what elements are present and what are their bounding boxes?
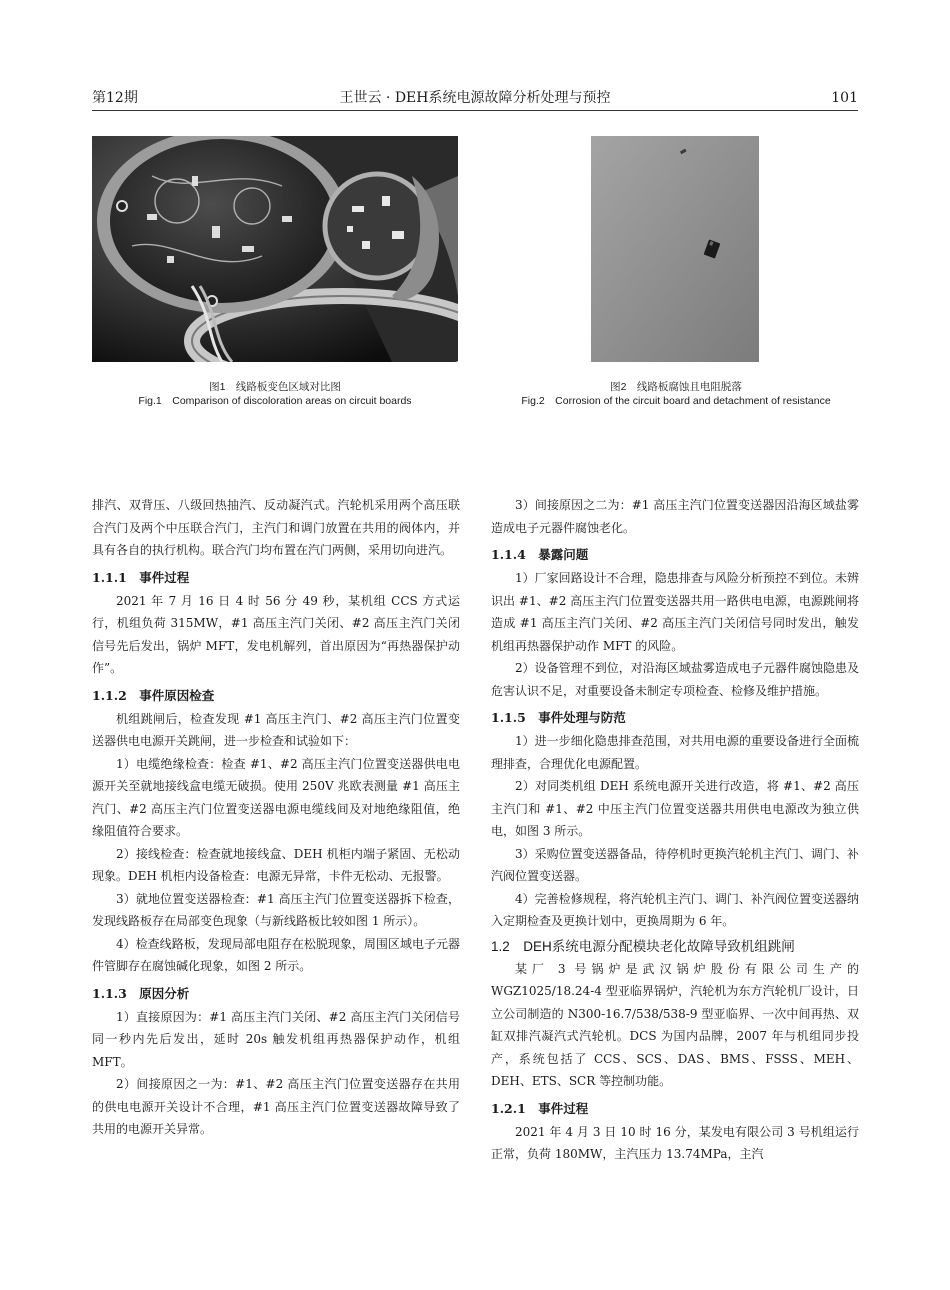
body-paragraph: 4）检查线路板，发现局部电阻存在松脱现象，周围区域电子元器件管脚存在腐蚀碱化现象，如图 2 所示。 (92, 936, 460, 973)
body-paragraph: 4）完善检修规程，将汽轮机主汽门、调门、补汽阀位置变送器纳入定期检查及更换计划中，更换周期为 6 年。 (491, 891, 859, 928)
figure-2-caption-en: Fig.2 Corrosion of the circuit board and detachment of resistance (521, 395, 831, 407)
body-paragraph: 3）间接原因之二为：#1 高压主汽门位置变送器因沿海区域盐雾造成电子元器件腐蚀老化。 (491, 498, 859, 535)
figure-2-photo (591, 136, 759, 362)
section-heading: 1.1.4 暴露问题 (491, 547, 589, 562)
body-paragraph: 机组跳闸后，检查发现 #1 高压主汽门、#2 高压主汽门位置变送器供电电源开关跳闸，进一步检查和试验如下： (92, 711, 460, 748)
section-heading: 1.1.5 事件处理与防范 (491, 710, 626, 725)
page-number: 101 (831, 90, 858, 106)
figure-2-caption (476, 380, 876, 408)
section-heading: 1.2.1 事件过程 (491, 1100, 589, 1116)
corroded-board-image (591, 136, 759, 362)
running-title: 王世云 · DEH系统电源故障分析处理与预控 (339, 90, 611, 106)
section-heading: 1.1.1 事件过程 (92, 569, 190, 585)
figure-1-photo (92, 136, 458, 362)
body-paragraph: 2）间接原因之一为：#1、#2 高压主汽门位置变送器存在共用的供电电源开关设计不合理，#1 高压主汽门位置变送器故障导致了共用的电源开关异常。 (92, 1077, 460, 1136)
left-column (92, 494, 460, 1141)
section-heading: 1.2 DEH系统电源分配模块老化故障导致机组跳闸 (491, 938, 795, 954)
figure-1-caption-cn: 图1 线路板变色区域对比图 (209, 381, 341, 393)
body-paragraph: 1）电缆绝缘检查：检查 #1、#2 高压主汽门位置变送器供电电源开关至就地接线盒电缆无破损。使用 250V 兆欧表测量 #1 高压主汽门、#2 高压主汽门位置变送器电源电缆线间及对地绝缘阻值，绝缘阻值符合要求。 (92, 756, 460, 838)
body-paragraph: 2021 年 4 月 3 日 10 时 16 分，某发电有限公司 3 号机组运行正常，负荷 180MW，主汽压力 13.74MPa，主汽 (491, 1124, 859, 1161)
body-paragraph: 3）就地位置变送器检查：#1 高压主汽门位置变送器拆下检查，发现线路板存在局部变色现象（与新线路板比较如图 1 所示）。 (92, 891, 460, 928)
body-paragraph: 2）设备管理不到位，对沿海区域盐雾造成电子元器件腐蚀隐患及危害认识不足，对重要设备未制定专项检查、检修及维护措施。 (491, 661, 859, 698)
figure-1-caption (92, 380, 458, 408)
figure-2-caption-cn: 图2 线路板腐蚀且电阻脱落 (610, 381, 742, 393)
body-paragraph: 1）厂家回路设计不合理，隐患排查与风险分析预控不到位。未辨识出 #1、#2 高压主汽门位置变送器共用一路供电电源，电源跳闸将造成 #1 高压主汽门关闭、#2 高压主汽门关闭信号同时发出，触发机组再热器保护动作 MFT 的风险。 (491, 571, 859, 653)
body-paragraph: 3）采购位置变送器备品，待停机时更换汽轮机主汽门、调门、补汽阀位置变送器。 (491, 846, 859, 883)
issue-number: 第12期 (92, 90, 138, 106)
right-column (491, 494, 859, 1166)
body-paragraph: 2021 年 7 月 16 日 4 时 56 分 49 秒，某机组 CCS 方式运行，机组负荷 315MW，#1 高压主汽门关闭、#2 高压主汽门关闭信号先后发出，锅炉 MFT，发电机解列，首出原因为“再热器保护动作”。 (92, 593, 460, 675)
figure-1-caption-en: Fig.1 Comparison of discoloration areas on circuit boards (138, 395, 412, 407)
body-paragraph: 2）接线检查：检查就地接线盒、DEH 机柜内端子紧固、无松动现象。DEH 机柜内设备检查：电源无异常，卡件无松动、无报警。 (92, 846, 460, 883)
circuit-boards-image (92, 136, 458, 362)
body-paragraph: 排汽、双背压、八级回热抽汽、反动凝汽式。汽轮机采用两个高压联合汽门及两个中压联合汽门，主汽门和调门放置在共用的阀体内，并具有各自的执行机构。联合汽门均布置在汽门两侧，采用切向进汽。 (92, 498, 460, 557)
body-paragraph: 2）对同类机组 DEH 系统电源开关进行改造，将 #1、#2 高压主汽门和 #1、#2 中压主汽门位置变送器共用供电电源改为独立供电，如图 3 所示。 (491, 779, 859, 838)
body-paragraph: 1）直接原因为：#1 高压主汽门关闭、#2 高压主汽门关闭信号同一秒内先后发出，延时 20s 触发机组再热器保护动作，机组 MFT。 (92, 1009, 460, 1069)
running-header (92, 88, 858, 111)
body-paragraph: 1）进一步细化隐患排查范围，对共用电源的重要设备进行全面梳理排查，合理优化电源配置。 (491, 734, 859, 771)
body-paragraph: 某厂 3 号锅炉是武汉锅炉股份有限公司生产的 WGZ1025/18.24-4 型亚临界锅炉，汽轮机为东方汽轮机厂设计，日立公司制造的 N300-16.7/538/538-9 型亚临界、一次中间再热、双缸双排汽凝汽式汽轮机。DCS 为国内品牌，2007 年与机组同步投产，系统包括了 CCS、SCS、DAS、BMS、FSSS、MEH、DEH、ETS、SCR 等控制功能。 (491, 961, 859, 1088)
section-heading: 1.1.2 事件原因检查 (92, 687, 215, 703)
section-heading: 1.1.3 原因分析 (92, 985, 190, 1001)
